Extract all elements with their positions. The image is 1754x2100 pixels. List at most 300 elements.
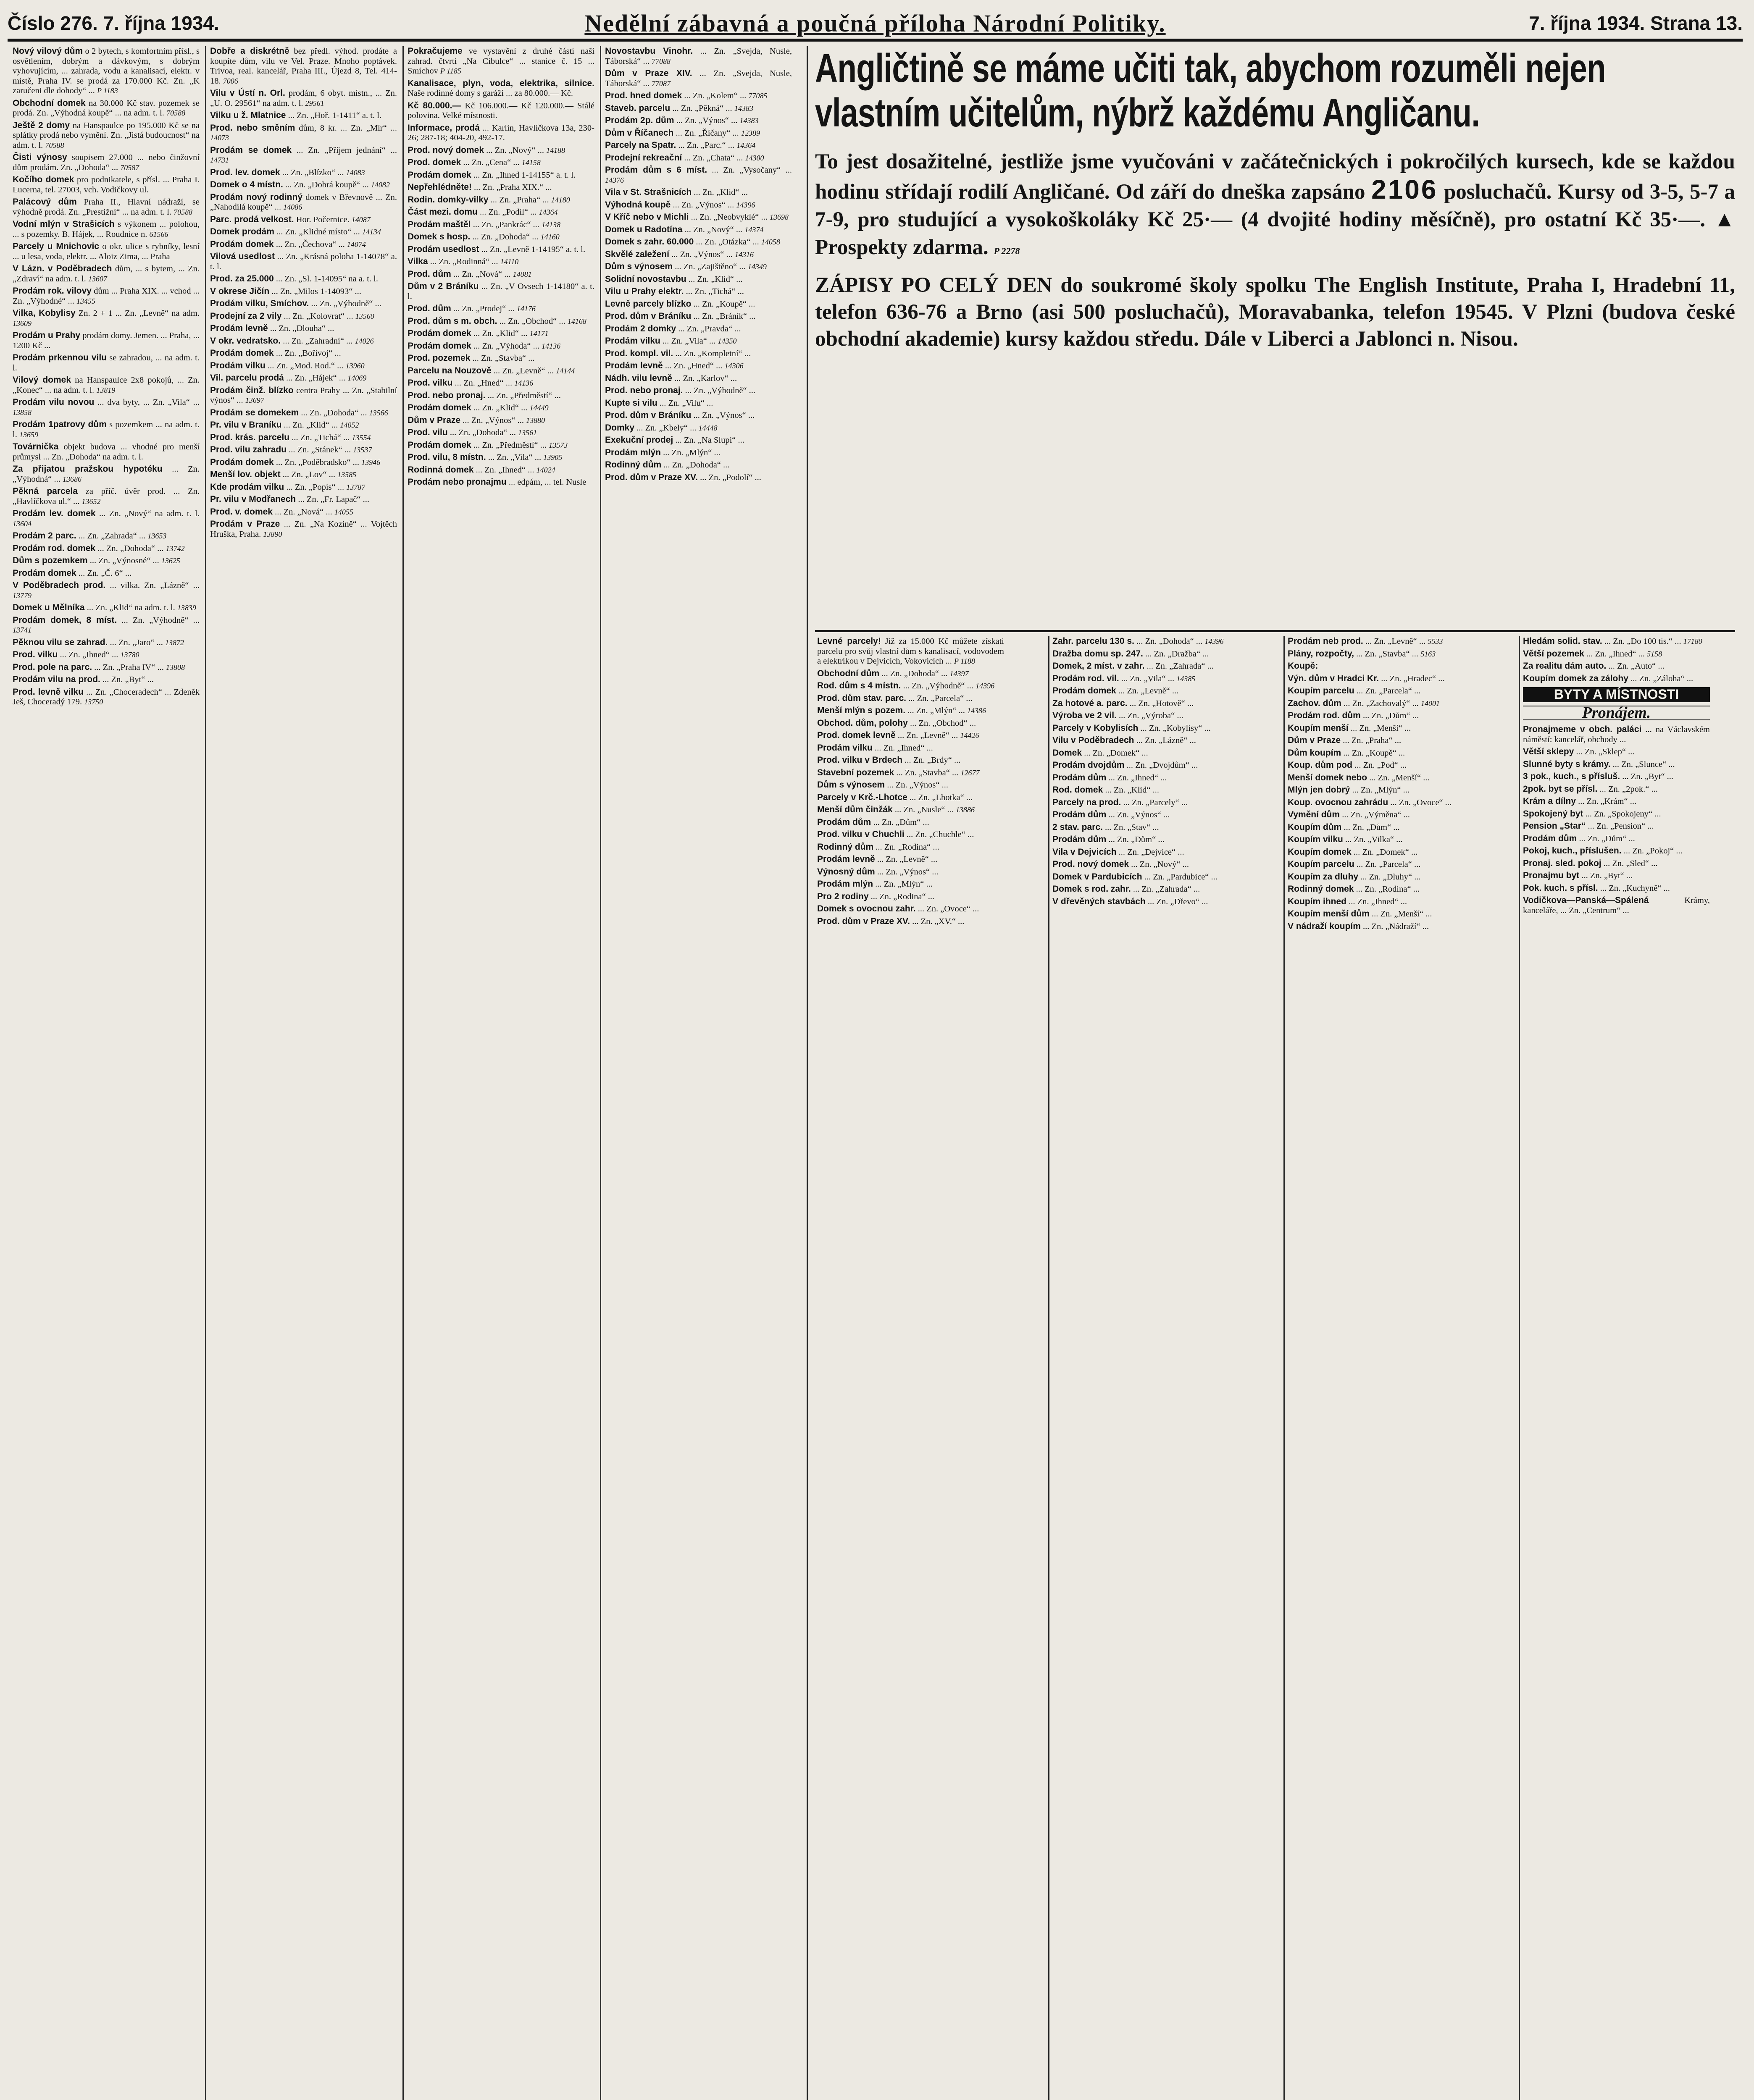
ad-title: Zachov. dům — [1288, 698, 1341, 708]
ad-body: ... Zn. „Ihned“ ... — [875, 743, 933, 753]
ad-title: Prodám prkennou vilu — [13, 353, 107, 362]
classified-ad — [605, 349, 792, 359]
ad-number: 5158 — [1647, 649, 1662, 658]
ad-body: ... Zn. „Hradec“ ... — [1381, 674, 1445, 683]
classified-ad — [1523, 724, 1710, 745]
ad-body: ... Zn. „Brdy“ ... — [905, 756, 961, 765]
ad-body: ... Zn. „Výnos“ ... — [673, 200, 734, 210]
classified-ad — [1052, 735, 1239, 746]
ad-title: Domek, 2 míst. v zahr. — [1052, 661, 1145, 671]
ad-title: Menší dům činžák — [817, 805, 893, 814]
ad-body: ... Zn. „Krám“ ... — [1578, 797, 1637, 806]
classified-ad — [210, 519, 397, 539]
classified-ad — [817, 693, 1004, 704]
ad-title: Skvělé zaležení — [605, 249, 669, 259]
classified-ad — [605, 237, 792, 247]
ad-body: centra Prahy ... Zn. „Stabilní výnos“ ... — [210, 386, 397, 405]
ad-title: Krám a dílny — [1523, 796, 1576, 806]
ad-title: Prodám mlýn — [605, 447, 661, 457]
ad-body: ... Zn. „Dohoda“ ... — [450, 428, 516, 437]
ad-title: V Lázn. v Poděbradech — [13, 264, 112, 273]
column-divider — [1283, 636, 1285, 2100]
ad-body: ... Zn. „Ovoce“ ... — [1390, 798, 1452, 807]
classified-ad — [817, 768, 1004, 778]
ad-title: Pronaj. sled. pokoj — [1523, 858, 1601, 868]
ad-title: Nádh. vilu levně — [605, 373, 672, 383]
ad-title: Výnosný dům — [817, 866, 875, 877]
classified-ad — [13, 662, 200, 673]
ad-title: Prod. dům v Bráníku — [605, 410, 692, 420]
ad-body: ... Zn. „Parcela“ ... — [908, 693, 973, 703]
ad-title: Prodám levně — [605, 361, 663, 370]
column-divider — [402, 46, 404, 2100]
ad-title: Domky — [605, 423, 635, 433]
ad-title: Menší domek nebo — [1288, 772, 1367, 782]
classified-ad — [1052, 636, 1239, 647]
ads-after-section — [1523, 724, 1710, 916]
ad-body: ... Zn. „Byt“ ... — [1622, 772, 1674, 781]
ad-number: 14396 — [976, 682, 995, 690]
ad-body: ... Zn. „Mlýn“ ... — [875, 879, 933, 889]
classified-ad — [408, 366, 594, 376]
classified-ad — [1288, 636, 1475, 647]
classified-ad — [817, 681, 1004, 691]
ad-body: ... Zn. „Menší“ ... — [1350, 723, 1411, 733]
ad-body: ... Zn. „Výnos“ ... — [877, 867, 939, 877]
ad-body: ... Zn. „Vilka“ ... — [1345, 835, 1403, 844]
ad-title: Prod. vilu — [408, 428, 448, 437]
ad-title: Prod. dům s m. obch. — [408, 316, 497, 326]
ad-body: ... Zn. „Výhodná“ ... — [13, 465, 200, 484]
classified-ad — [605, 46, 792, 66]
ad-number: 14396 — [1204, 637, 1224, 646]
ad-title: Prod. lev. domek — [210, 167, 280, 177]
ad-number: 14083 — [346, 168, 365, 177]
ad-title: Palácový dům — [13, 197, 77, 207]
ad-body: ... Zn. „Pod“ ... — [1354, 761, 1407, 770]
ad-title: Čisti výnosy — [13, 152, 67, 162]
ad-title: Obchod. dům, polohy — [817, 718, 908, 728]
ad-body: s pozemkem ... na adm. t. l. — [13, 420, 200, 439]
classified-ad — [817, 780, 1004, 790]
classified-ad — [210, 311, 397, 322]
ad-number: 70587 — [120, 163, 139, 172]
classified-ad — [817, 879, 1004, 890]
ad-title: Koupím domek — [1288, 847, 1352, 857]
classified-ad — [13, 175, 200, 195]
ads-lower-column-3 — [1288, 636, 1475, 2100]
ad-title: Část mezi. domu — [408, 207, 478, 217]
ad-title: Prodám u Prahy — [13, 331, 81, 340]
ad-number: 14426 — [960, 731, 979, 740]
ad-number: 14448 — [698, 423, 718, 432]
ad-title: Prodejní za 2 vily — [210, 311, 282, 321]
classified-ad — [408, 46, 594, 76]
ad-title: Koup. dům pod — [1288, 760, 1352, 770]
ad-body: ... Zn. „Hoř. 1-1411“ a. t. l. — [288, 111, 382, 120]
ad-title: Menší lov. objekt — [210, 470, 281, 479]
ad-number: 14383 — [734, 104, 753, 113]
ad-body: ... Zn. „Kbely“ ... — [636, 423, 697, 433]
ad-title: Větší sklepy — [1523, 747, 1574, 756]
ad-title: Vila v Dejvicích — [1052, 847, 1117, 857]
classified-ad — [13, 197, 200, 217]
ad-body: ... Zn. „Sled“ ... — [1603, 858, 1658, 868]
ad-number: 14383 — [739, 116, 759, 125]
ad-title: Prod. v. domek — [210, 507, 273, 517]
ad-title: Prodám dům — [1523, 833, 1577, 843]
ad-number: 14082 — [371, 181, 390, 189]
ad-body: na 30.000 Kč stav. pozemek se prodá. Zn. „Výhodná koupě“ ... na adm. t. l. — [13, 98, 200, 118]
classified-ad — [605, 187, 792, 198]
classified-ad — [13, 331, 200, 351]
ad-number: 13652 — [82, 497, 101, 506]
ad-number: 13698 — [769, 213, 789, 221]
ads-before-section — [1523, 636, 1710, 684]
classified-ad — [1288, 872, 1475, 882]
ad-title: Parcely u Mnichovic — [13, 242, 100, 251]
ad-title: Domek s zahr. 60.000 — [605, 237, 694, 247]
classified-ad — [13, 420, 200, 440]
ad-title: Prod. vilku — [408, 378, 453, 388]
ad-body: o 2 bytech, s komfortním přísl., s osvětlením, dobrým a dávkovým, s dobrým vyhovujícím, ... zahrada, vodu a kanalisací, elektr. v místě, Praha IV. se prodá za 170.000 Kč. Zn. „K zaručeni dle dohody“ ... — [13, 47, 200, 95]
classified-ad — [13, 638, 200, 648]
ad-number: 13905 — [543, 453, 563, 462]
ad-body: ... Zn. „Nový“ ... — [1131, 860, 1189, 869]
ad-number: 14349 — [747, 262, 767, 271]
ad-body: ... Zn. „Stánek“ ... — [289, 445, 351, 454]
ad-body: ... Zn. „Jaro“ ... — [110, 638, 163, 647]
ad-body: ... Zn. „Bořivoj“ ... — [276, 349, 341, 358]
ad-number: 14052 — [340, 421, 359, 429]
ad-title: Prodám maštěl — [408, 219, 471, 229]
ad-title: Prod. vilu, 8 místn. — [408, 452, 486, 462]
ad-title: Prod. dům v Praze XV. — [817, 916, 910, 926]
ad-number: 13585 — [337, 470, 357, 479]
ad-body: na Hanspaulce po 195.000 Kč se na splátky prodá nebo vymění. Zn. „Jistá budoucnost“ na adm. t. l. — [13, 121, 200, 150]
classified-ad — [13, 543, 200, 554]
ad-title: Dům v Praze XIV. — [605, 68, 692, 78]
ad-number: 13659 — [19, 430, 38, 439]
ad-body: bez předl. výhod. prodáte a koupíte dům, vilu ve Vel. Praze. Mnoho poptávek. Trivoa, real. kancelář, Praha III., Újezd 8, Tel. 414-18. — [210, 47, 397, 86]
ad-number: 13686 — [62, 475, 82, 483]
ad-title: Hledám solid. stav. — [1523, 636, 1602, 646]
classified-ad — [408, 101, 594, 121]
ad-title: Prodám usedlost — [408, 244, 479, 254]
ad-title: Koupím domek za zálohy — [1523, 673, 1628, 683]
ad-body: ... Zn. „Kolovrat“ ... — [284, 311, 353, 321]
ad-title: Rodin. domky-vilky — [408, 194, 489, 205]
ad-number: 14397 — [949, 669, 969, 678]
ad-body: ... Zn. „Vilu“ ... — [659, 398, 713, 408]
classified-ad — [1288, 835, 1475, 845]
ad-title: Prodám dům — [1052, 772, 1107, 782]
ad-title: Dobře a diskrétně — [210, 46, 289, 56]
classified-ad — [210, 123, 397, 143]
classified-ad — [408, 440, 594, 451]
ad-title: Prod. kompl. vil. — [605, 348, 673, 358]
ad-title: Pronajmeme v obch. paláci — [1523, 724, 1642, 734]
ad-title: Prodám rod. domek — [13, 543, 96, 553]
ad-title: Výn. dům v Hradci Kr. — [1288, 673, 1379, 683]
ad-title: Domek — [1052, 748, 1082, 758]
english-institute-ad — [815, 46, 1735, 630]
ad-body: ... Zn. „Sl. 1-14095“ na a. t. l. — [276, 274, 378, 284]
ad-body: ... Zn. „Na Kozině“ ... Vojtěch Hruška, Praha. — [210, 520, 397, 539]
ad-body: ... Zn. „Lhotka“ ... — [909, 793, 973, 802]
ad-number: 17180 — [1683, 637, 1702, 646]
classified-ad — [13, 264, 200, 284]
ad-body: ... Zn. „Klid“ ... — [1105, 785, 1159, 795]
ad-title: Prodám se domek — [210, 145, 292, 155]
ad-title: Prod. pozemek — [408, 353, 471, 363]
ad-title: Prod. nový domek — [1052, 859, 1129, 869]
ad-body: ... Zn. „Tichá“ ... — [686, 287, 744, 296]
ad-body: ... Zn. „Dům“ ... — [1362, 711, 1419, 720]
ad-title: Prodám lev. domek — [13, 509, 96, 518]
ad-body: ... Zn. „Dlouha“ ... — [270, 324, 334, 333]
ad-title: Prodám dům — [817, 817, 871, 827]
classified-ad — [210, 274, 397, 284]
ad-title: Prod. nebo pronaj. — [408, 390, 486, 400]
classified-ad — [817, 854, 1004, 865]
classified-ad — [408, 220, 594, 230]
classified-ad — [1052, 872, 1239, 882]
feature-text-b: posluchačů. Kursy od 3-5, 5-7 a 7-9, pro studující a vysokoškoláky Kč 25·— (4 dvojité hodiny měsíčně), pro ostatní Kč 35·—. ▲ Prospekty zdarma. — [815, 180, 1735, 259]
ad-body: ... Zn. „Dražba“ ... — [1145, 649, 1209, 659]
classified-ad — [13, 687, 200, 707]
ad-title: Rod. dům s 4 místn. — [817, 681, 901, 690]
ads-column-3 — [408, 46, 594, 2100]
ad-number: 14449 — [529, 404, 549, 412]
classified-ad — [210, 168, 397, 178]
ad-title: Prod. hned domek — [605, 91, 682, 100]
ad-title: Rodinný dům — [605, 460, 662, 470]
classified-ad — [210, 445, 397, 455]
classified-ad — [1052, 748, 1239, 759]
classified-ad — [817, 718, 1004, 729]
ad-number: 14158 — [521, 158, 541, 167]
ad-number: 14073 — [210, 134, 229, 142]
classified-ad — [1523, 661, 1710, 672]
ad-number: 14364 — [736, 141, 756, 150]
classified-ad — [408, 182, 594, 193]
classified-ad — [817, 805, 1004, 815]
ad-body: ... Zn. „Levně 1-14195“ a. t. l. — [481, 244, 586, 254]
classified-ad — [1052, 760, 1239, 771]
classified-ad — [1288, 822, 1475, 833]
ad-title: Kde prodám vilku — [210, 482, 284, 492]
ad-body: dům, 8 kr. ... Zn. „Mír“ ... — [299, 123, 397, 133]
ad-body: ... Zn. „Výnos“ ... — [463, 415, 524, 425]
ad-number: 14144 — [556, 366, 575, 375]
classified-ad — [210, 286, 397, 297]
ad-title: 2 stav. parc. — [1052, 822, 1103, 832]
feature-rule — [815, 630, 1735, 632]
ad-title: Prod. dům — [408, 269, 451, 279]
classified-ad — [13, 152, 200, 173]
ad-number: 13808 — [166, 663, 185, 672]
ad-body: ... Zn. „Dům“ ... — [1579, 834, 1635, 843]
ad-body: ... Zn. „Byt“ ... — [103, 675, 154, 684]
classified-ad — [210, 180, 397, 190]
classified-ad — [1523, 649, 1710, 659]
ad-number: 14176 — [516, 304, 536, 313]
ad-body: ... Zn. „Dobrá koupě“ ... — [285, 180, 369, 189]
ad-title: Pr. vilu v Braníku — [210, 420, 282, 430]
ad-number: 12677 — [960, 768, 980, 777]
ad-body: ... Zn. „Chuchle“ ... — [906, 830, 974, 839]
classified-ad — [605, 116, 792, 126]
classified-ad — [210, 373, 397, 383]
ad-title: Prod. dům — [408, 304, 451, 313]
ad-title: Prod. vilku v Chuchli — [817, 830, 905, 839]
classified-ad — [13, 442, 200, 462]
ad-title: Domek u Mělníka — [13, 603, 85, 612]
classified-ad — [605, 373, 792, 384]
ad-number: 13886 — [956, 806, 975, 814]
classified-ad — [13, 615, 200, 635]
classified-ad — [605, 274, 792, 285]
classified-ad — [210, 457, 397, 468]
classified-ad — [605, 311, 792, 322]
ad-body: ... Zn. „Levně“ ... — [1365, 637, 1426, 646]
ad-body: ... Zn. „Mod. Rod.“ ... — [268, 361, 344, 370]
ad-number: 14171 — [529, 329, 549, 338]
classified-ad — [1523, 821, 1710, 832]
ad-body: objekt budova ... vhodné pro menší průmysl ... Zn. „Dohoda“ na adm. t. l. — [13, 442, 200, 462]
ad-number: 13858 — [13, 408, 32, 417]
ad-body: ... Zn. „Hotově“ ... — [1129, 698, 1194, 708]
ad-title: Informace, prodá — [408, 123, 480, 133]
ad-body: o okr. ulice s rybníky, lesní ... u lesa, voda, elektr. ... Aloiz Zima, ... Praha — [13, 242, 200, 261]
ad-body: ... Zn. „Lázně“ ... — [1136, 736, 1196, 745]
column-divider — [600, 46, 601, 2100]
classified-ad — [817, 636, 1004, 667]
classified-ad — [817, 706, 1004, 716]
ad-title: Parcely na Spatr. — [605, 140, 676, 150]
classified-ad — [1523, 895, 1710, 916]
ad-title: Prod. dům stav. parc. — [817, 693, 906, 703]
ad-body: ... Zn. „Říčany“ ... — [676, 128, 739, 138]
ad-title: Plány, rozpočty, — [1288, 648, 1354, 659]
ad-number: 13960 — [345, 361, 365, 370]
classified-ad — [1288, 661, 1475, 672]
ad-body: Naše rodinné domy s garáží ... za 80.000.— Kč. — [408, 89, 573, 98]
ad-body: ... Zn. „Rodina“ ... — [870, 892, 935, 901]
ad-body: ... Zn. „Podolí“ ... — [700, 472, 761, 482]
classified-ad — [817, 669, 1004, 679]
classified-ad — [1288, 798, 1475, 808]
ad-body: ... Zn. „Milos 1-14093“ ... — [271, 286, 361, 296]
classified-ad — [1523, 759, 1710, 770]
ad-body: ... Zn. „Prodej“ ... — [453, 304, 515, 313]
ad-body: ... Zn. „Klid“ ... — [694, 188, 748, 197]
ad-body: ... Zn. „Výnos“ ... — [1108, 810, 1170, 819]
ad-title: Novostavbu Vinohr. — [605, 46, 693, 56]
ad-body: ... Zn. „Pardubice“ ... — [1144, 872, 1218, 882]
ad-body: ... Zn. „Popis“ ... — [286, 482, 344, 492]
ad-title: Dům koupím — [1288, 748, 1341, 758]
classified-ad — [408, 170, 594, 181]
ad-title: Prod. za 25.000 — [210, 274, 274, 284]
ad-body: ... Zn. „Choceradech“ ... Zdeněk Ješ, Choceradý 179. — [13, 687, 200, 706]
classified-ad — [13, 98, 200, 118]
classified-ad — [1288, 884, 1475, 895]
ad-title: Pro 2 rodiny — [817, 891, 869, 901]
ad-number: 14081 — [513, 270, 532, 278]
classified-ad — [817, 793, 1004, 803]
classified-ad — [13, 603, 200, 613]
ad-title: Prod. vilku v Brdech — [817, 755, 903, 765]
ad-title: Parcely v Krč.-Lhotce — [817, 792, 907, 802]
classified-ad — [1052, 859, 1239, 870]
section-header: BYTY A MÍSTNOSTI — [1523, 687, 1710, 702]
ad-body: ... Zn. „Nový“ ... — [684, 225, 743, 234]
ad-body: ... Zn. „Č. 6“ ... — [78, 568, 132, 578]
ad-title: Vilová usedlost — [210, 252, 275, 261]
classified-ad — [1052, 822, 1239, 833]
ad-number: 29561 — [305, 99, 324, 108]
ad-title: Prodám domek — [408, 170, 471, 180]
ad-title: Parc. prodá velkost. — [210, 214, 294, 224]
column-divider — [1519, 636, 1520, 2100]
ad-title: Za hotové a. parc. — [1052, 698, 1128, 708]
ad-number: 13750 — [84, 698, 103, 706]
ad-body: ... Zn. „Tichá“ ... — [292, 433, 350, 442]
ad-body: ... Zn. „Pěkná“ ... — [672, 103, 732, 113]
classified-ad — [605, 472, 792, 483]
ad-body: ... Zn. „Chata“ ... — [684, 153, 743, 163]
ad-body: ... Zn. „Stavba“ ... — [472, 354, 535, 363]
ad-number: 5163 — [1420, 649, 1436, 658]
ad-body: Kč 106.000.— Kč 120.000.— Stálé polovina. Velké místnosti. — [408, 101, 594, 120]
classified-ad — [210, 215, 397, 225]
ad-body: ... Zn. „Hned“ ... — [455, 378, 513, 388]
ad-number: 14069 — [347, 374, 367, 382]
ad-title: Koupím dům — [1288, 822, 1342, 832]
supplement-title: Nedělní zábavná a poučná příloha Národní Politiky. — [584, 10, 1166, 37]
ad-title: Dům v Říčanech — [605, 128, 674, 138]
ad-body: ... Zn. „Levně“ ... — [493, 366, 554, 375]
classified-ad — [1288, 723, 1475, 734]
classified-ad — [408, 477, 594, 488]
ad-body: ... Zn. „Ihned“ ... — [60, 650, 118, 659]
ad-body: ... na Václavském náměstí: kancelář, obchody ... — [1523, 725, 1710, 744]
ad-title: Prod. nebo pronaj. — [605, 386, 683, 395]
ad-number: P 1183 — [97, 87, 118, 95]
ad-body: ... Zn. „Klid“ ... — [473, 329, 528, 338]
ad-body: ... Zn. „Karlov“ ... — [674, 373, 737, 383]
ad-title: Kočího domek — [13, 175, 74, 184]
classified-ad — [605, 103, 792, 114]
classified-ad — [13, 675, 200, 685]
ad-title: Prodám domek — [408, 328, 471, 338]
ad-title: Vilka, Kobylisy — [13, 308, 76, 318]
classified-ad — [408, 403, 594, 413]
ad-body: ... Zn. „Svejda, Nusle, Táborská“ ... — [605, 47, 792, 66]
ad-number: 61566 — [149, 230, 168, 239]
ad-body: ... Zn. „Hned“ ... — [665, 361, 723, 370]
ad-body: ... Zn. „Výhodně“ ... — [685, 386, 756, 395]
classified-ad — [605, 435, 792, 446]
classified-ad — [210, 227, 397, 237]
ad-body: Již za 15.000 Kč můžete získati parcelu pro svůj vlastní dům s kanalisací, vodovodem a elektrikou v Dejvicích, Vokovicích ... — [817, 637, 1004, 666]
ad-title: Prodám činž. blízko — [210, 385, 294, 395]
ad-body: ... Zn. „Výnos“ ... — [671, 249, 733, 259]
ad-body: ... Zn. „Mlýn“ ... — [663, 448, 721, 457]
classified-ad — [408, 391, 594, 401]
